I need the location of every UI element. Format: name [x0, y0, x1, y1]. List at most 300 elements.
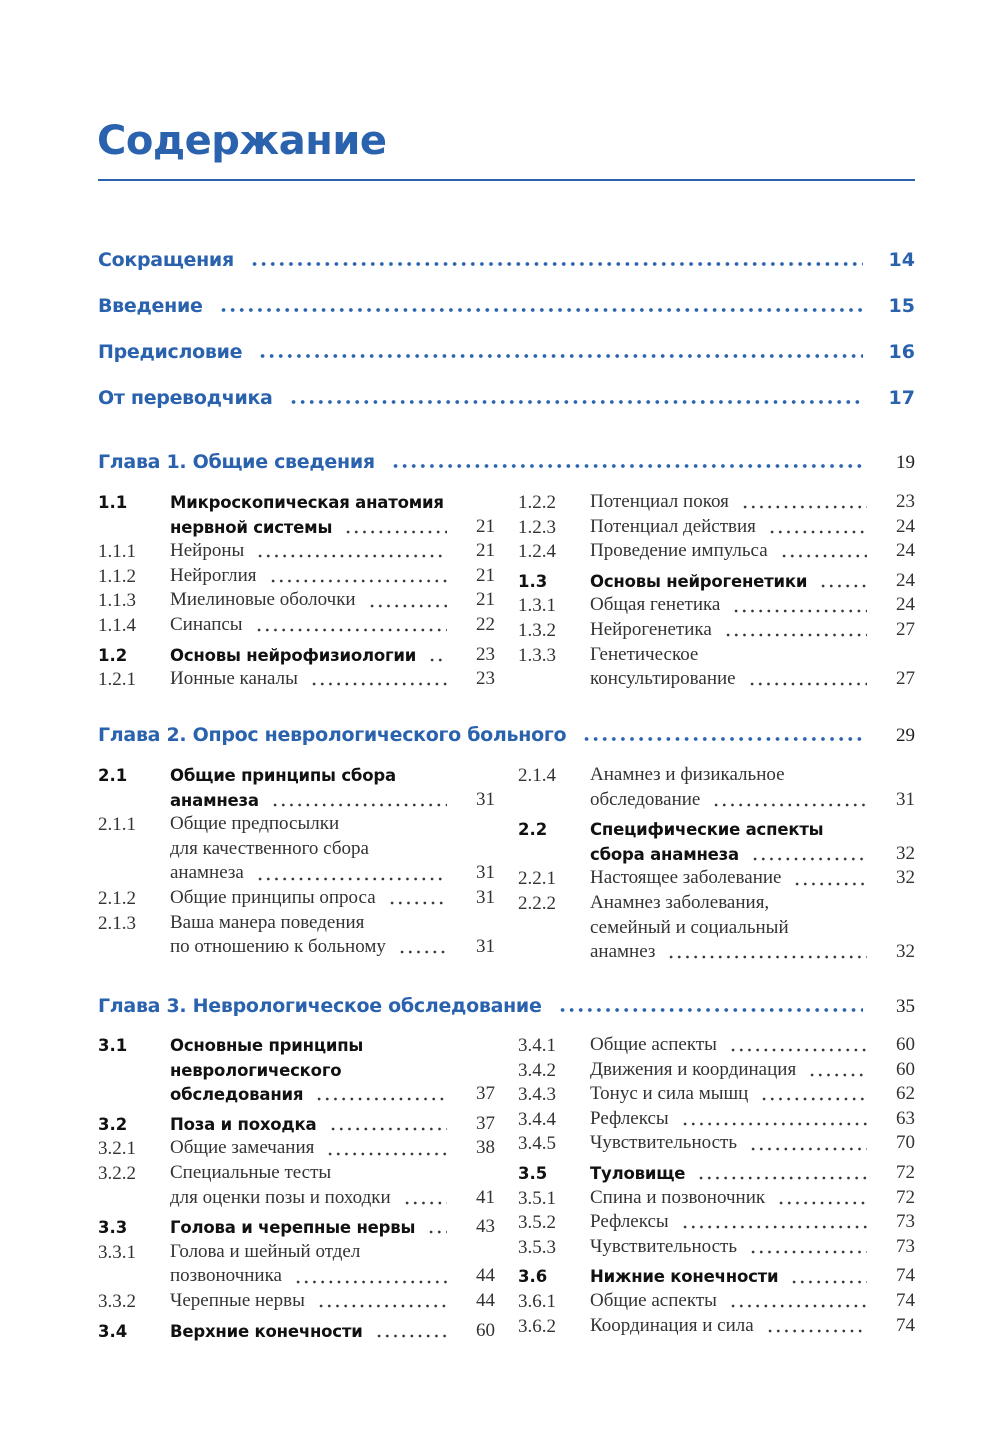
- dot-leader: [289, 398, 863, 406]
- section-number: 3.5.3: [518, 1236, 556, 1258]
- toc-entry[interactable]: [518, 1236, 915, 1261]
- toc-entry[interactable]: [518, 570, 915, 595]
- section-title-text: Анамнез и физикальное: [590, 764, 785, 785]
- section-title-text: Общие аспекты: [590, 1289, 717, 1311]
- section-title-line: [170, 614, 495, 639]
- section-title-line: [590, 1290, 915, 1315]
- section-title-text: Общие принципы опроса: [170, 886, 376, 908]
- section-page-number: 24: [896, 569, 915, 591]
- toc-page-number: 17: [888, 387, 915, 409]
- section-number: 2.2.1: [518, 868, 556, 890]
- section-page-number: 74: [896, 1314, 915, 1336]
- section-page-number: 32: [896, 941, 915, 963]
- section-title-text: Специальные тесты: [170, 1161, 332, 1183]
- dot-leader: [558, 1006, 863, 1014]
- toc-entry[interactable]: [98, 565, 495, 590]
- dot-leader: [760, 1096, 867, 1102]
- section-page-number: 37: [476, 1083, 495, 1105]
- toc-entry[interactable]: [98, 887, 495, 912]
- section-title-text: Общие замечания: [170, 1137, 315, 1159]
- section-title-line: [170, 1162, 495, 1187]
- dot-leader: [250, 260, 863, 268]
- dot-leader: [269, 578, 447, 584]
- section-title-text: Голова и черепные нервы: [170, 1218, 416, 1238]
- toc-page-number: 29: [896, 725, 915, 746]
- toc-entry[interactable]: [518, 1162, 915, 1187]
- section-title-text: анамнеза: [170, 862, 244, 884]
- toc-entry[interactable]: [518, 892, 915, 966]
- section-title-text: нервной системы: [170, 517, 333, 537]
- section-title: [170, 1162, 495, 1211]
- section-title-text: Специфические аспекты: [590, 820, 824, 840]
- section-number: 1.2: [98, 645, 128, 665]
- toc-page-number: 14: [888, 249, 915, 271]
- section-title: [590, 867, 915, 892]
- section-title: [170, 1290, 495, 1315]
- dot-leader: [310, 681, 447, 687]
- section-title: [590, 1034, 915, 1059]
- section-title-line: [170, 1216, 495, 1241]
- section-number: 1.2.3: [518, 516, 556, 538]
- toc-entry[interactable]: [98, 1241, 495, 1290]
- toc-entry[interactable]: [98, 1290, 495, 1315]
- dot-leader: [768, 529, 867, 535]
- section-page-number: 43: [476, 1216, 495, 1238]
- section-title-text: обследования: [170, 1085, 304, 1105]
- section-title-line: [170, 1290, 495, 1315]
- dot-leader: [748, 681, 867, 687]
- section-number: 3.5: [518, 1163, 548, 1183]
- toc-heading-title: Введение: [98, 295, 203, 317]
- section-title-text: анамнеза: [170, 790, 259, 810]
- dot-leader: [368, 603, 447, 609]
- section-title-text: Нейрогенетика: [590, 618, 712, 640]
- section-title: [170, 887, 495, 912]
- section-title: [170, 1034, 495, 1108]
- section-number: 1.2.4: [518, 541, 556, 563]
- section-title: [590, 1290, 915, 1315]
- toc-heading-title: От переводчика: [98, 387, 273, 409]
- section-title-line: [170, 1187, 495, 1212]
- section-title: [590, 1132, 915, 1157]
- dot-leader: [780, 553, 867, 559]
- section-title: [590, 892, 915, 966]
- section-title: [590, 1236, 915, 1261]
- toc-entry[interactable]: [518, 1211, 915, 1236]
- dot-leader: [329, 1126, 448, 1132]
- toc-entry[interactable]: [518, 818, 915, 867]
- section-title: [170, 764, 495, 813]
- section-title-text: Координация и сила: [590, 1314, 754, 1336]
- toc-entry[interactable]: [518, 1034, 915, 1059]
- dot-leader: [681, 1121, 867, 1127]
- section-title: [170, 589, 495, 614]
- section-number: 3.4.4: [518, 1108, 556, 1130]
- toc-front-entry[interactable]: [98, 341, 915, 371]
- section-page-number: 27: [896, 618, 915, 640]
- section-title-line: [590, 941, 915, 966]
- section-title-line: [170, 813, 495, 838]
- section-title-text: анамнез: [590, 941, 656, 963]
- section-title-text: Потенциал действия: [590, 515, 756, 537]
- section-page-number: 21: [476, 564, 495, 586]
- toc-entry[interactable]: [518, 491, 915, 516]
- section-number: 1.1.3: [98, 590, 136, 612]
- section-title-line: [170, 1320, 495, 1345]
- section-number: 3.3: [98, 1218, 128, 1238]
- toc-entry[interactable]: [518, 1290, 915, 1315]
- toc-front-entry[interactable]: [98, 387, 915, 417]
- section-title-text: неврологического: [170, 1060, 342, 1080]
- dot-leader: [777, 1200, 867, 1206]
- toc-entry[interactable]: [98, 614, 495, 639]
- toc-heading-title: Глава 3. Неврологическое обследование: [98, 995, 542, 1017]
- toc-column-right: [518, 1034, 915, 1339]
- section-title-text: консультирование: [590, 668, 736, 690]
- dot-leader: [403, 1200, 447, 1206]
- toc-entry[interactable]: [518, 1108, 915, 1133]
- section-page-number: 24: [896, 515, 915, 537]
- section-number: 3.2.1: [98, 1138, 136, 1160]
- dot-leader: [398, 949, 447, 955]
- section-title: [590, 570, 915, 595]
- section-number: 1.3.3: [518, 644, 556, 666]
- section-title-line: [590, 570, 915, 595]
- section-number: 2.1: [98, 766, 128, 785]
- section-title-line: [590, 619, 915, 644]
- section-page-number: 73: [896, 1235, 915, 1257]
- toc-column-right: [518, 491, 915, 693]
- section-title-line: [170, 589, 495, 614]
- section-page-number: 27: [896, 668, 915, 690]
- toc-entry[interactable]: [518, 540, 915, 565]
- section-title-line: [170, 668, 495, 693]
- section-page-number: 23: [476, 668, 495, 690]
- section-title: [170, 644, 495, 669]
- toc-entry[interactable]: [98, 491, 495, 540]
- section-title: [590, 1083, 915, 1108]
- section-number: 3.6.1: [518, 1290, 556, 1312]
- toc-entry[interactable]: [98, 540, 495, 565]
- section-title-text: Ионные каналы: [170, 668, 298, 690]
- section-page-number: 23: [476, 643, 495, 665]
- section-title-text: Проведение импульса: [590, 540, 768, 562]
- section-title-text: позвоночника: [170, 1265, 282, 1287]
- section-title-line: [590, 1315, 915, 1340]
- section-title-text: Генетическое: [590, 643, 699, 665]
- title-divider: [98, 179, 915, 181]
- section-number: 3.5.2: [518, 1212, 556, 1234]
- dot-leader: [326, 1151, 447, 1157]
- section-number: 1.2.2: [518, 492, 556, 513]
- dot-leader: [766, 1328, 867, 1334]
- dot-leader: [391, 462, 863, 470]
- section-title-text: Общие принципы сбора: [170, 766, 396, 785]
- section-page-number: 24: [896, 594, 915, 616]
- section-title-line: [590, 540, 915, 565]
- section-title-text: по отношению к больному: [170, 936, 386, 958]
- dot-leader: [255, 627, 447, 633]
- toc-entry[interactable]: [98, 644, 495, 669]
- section-number: 1.3.1: [518, 595, 556, 617]
- section-title-line: [590, 1059, 915, 1084]
- toc-entry[interactable]: [518, 1315, 915, 1340]
- toc-entry[interactable]: [98, 1162, 495, 1211]
- toc-entry[interactable]: [518, 1265, 915, 1290]
- dot-leader: [751, 856, 867, 862]
- section-title: [170, 1241, 495, 1290]
- section-title-text: Движения и координация: [590, 1058, 797, 1080]
- section-page-number: 74: [896, 1289, 915, 1311]
- section-number: 3.2.2: [98, 1162, 136, 1184]
- toc-entry[interactable]: [98, 1034, 495, 1108]
- section-title: [590, 644, 915, 693]
- section-title: [590, 619, 915, 644]
- page-title: Содержание: [97, 118, 387, 164]
- toc-chapter-heading[interactable]: [98, 724, 915, 754]
- section-number: 3.3.1: [98, 1241, 136, 1263]
- section-page-number: 38: [476, 1137, 495, 1159]
- dot-leader: [388, 900, 447, 906]
- section-title-text: Микроскопическая анатомия: [170, 493, 444, 512]
- section-number: 3.2: [98, 1114, 128, 1134]
- toc-heading-title: Предисловие: [98, 341, 243, 363]
- section-title-line: [590, 1108, 915, 1133]
- section-title-text: Нейроглия: [170, 564, 257, 586]
- section-title: [590, 818, 915, 867]
- toc-entry[interactable]: [518, 1083, 915, 1108]
- section-title: [170, 1113, 495, 1138]
- section-title: [170, 491, 495, 540]
- section-title-line: [590, 764, 915, 789]
- section-title-text: Основные принципы: [170, 1036, 364, 1055]
- toc-entry[interactable]: [518, 764, 915, 813]
- section-title: [170, 614, 495, 639]
- section-page-number: 31: [896, 788, 915, 810]
- toc-entry[interactable]: [518, 594, 915, 619]
- toc-column-left: [98, 491, 495, 693]
- section-page-number: 32: [896, 867, 915, 889]
- section-page-number: 70: [896, 1132, 915, 1154]
- section-number: 1.1.1: [98, 541, 136, 563]
- dot-leader: [582, 735, 863, 743]
- section-page-number: 21: [476, 589, 495, 611]
- toc-entry[interactable]: [98, 1216, 495, 1241]
- section-title: [170, 540, 495, 565]
- section-title-text: Голова и шейный отдел: [170, 1240, 361, 1262]
- toc-entry[interactable]: [518, 644, 915, 693]
- section-title-text: Анамнез заболевания,: [590, 891, 770, 913]
- section-title: [590, 1211, 915, 1236]
- toc-entry[interactable]: [518, 1187, 915, 1212]
- section-title-line: [590, 789, 915, 814]
- section-page-number: 44: [476, 1289, 495, 1311]
- section-title-text: для качественного сбора: [170, 837, 369, 859]
- section-title-text: Синапсы: [170, 613, 243, 635]
- section-title-text: Верхние конечности: [170, 1321, 363, 1341]
- dot-leader: [317, 1303, 447, 1309]
- section-title-line: [170, 540, 495, 565]
- section-title-line: [170, 644, 495, 669]
- dot-leader: [271, 802, 447, 808]
- toc-entry[interactable]: [98, 764, 495, 813]
- section-page-number: 21: [476, 515, 495, 537]
- section-title: [590, 1187, 915, 1212]
- dot-leader: [427, 1229, 447, 1235]
- section-page-number: 62: [896, 1083, 915, 1105]
- section-title: [590, 1265, 915, 1290]
- toc-chapter-heading[interactable]: [98, 451, 915, 481]
- section-title: [170, 813, 495, 887]
- section-title: [170, 1137, 495, 1162]
- toc-entry[interactable]: [98, 668, 495, 693]
- section-title-text: Нижние конечности: [590, 1267, 779, 1287]
- section-title: [590, 764, 915, 813]
- section-number: 1.1.2: [98, 565, 136, 587]
- toc-entry[interactable]: [98, 589, 495, 614]
- toc-front-entry[interactable]: [98, 249, 915, 279]
- dot-leader: [724, 632, 867, 638]
- section-title-text: Чувствительность: [590, 1132, 738, 1154]
- section-title-line: [170, 912, 495, 937]
- toc-page-number: 15: [888, 295, 915, 317]
- section-page-number: 31: [476, 936, 495, 958]
- toc-entry[interactable]: [518, 1132, 915, 1157]
- dot-leader: [729, 1303, 867, 1309]
- section-title: [590, 594, 915, 619]
- section-number: 1.3.2: [518, 619, 556, 641]
- section-title-line: [170, 516, 495, 541]
- section-number: 2.2: [518, 820, 548, 840]
- section-title: [590, 540, 915, 565]
- section-title-text: Настоящее заболевание: [590, 867, 782, 889]
- section-page-number: 31: [476, 862, 495, 884]
- toc-entry[interactable]: [98, 1137, 495, 1162]
- toc-page-number: 35: [896, 996, 915, 1017]
- section-title-line: [170, 491, 495, 516]
- dot-leader: [732, 608, 867, 614]
- dot-leader: [790, 1279, 867, 1285]
- dot-leader: [808, 1072, 867, 1078]
- section-number: 1.3: [518, 571, 548, 591]
- toc-heading-title: Сокращения: [98, 249, 234, 271]
- section-page-number: 23: [896, 491, 915, 512]
- section-title-text: Основы нейрогенетики: [590, 571, 808, 591]
- toc-column-left: [98, 764, 495, 961]
- section-title-line: [170, 1265, 495, 1290]
- section-page-number: 60: [476, 1319, 495, 1341]
- section-title: [590, 491, 915, 516]
- section-title-line: [170, 1083, 495, 1108]
- section-title-text: Миелиновые оболочки: [170, 589, 356, 611]
- section-page-number: 22: [476, 613, 495, 635]
- dot-leader: [819, 583, 867, 589]
- section-page-number: 31: [476, 886, 495, 908]
- toc-column-left: [98, 1034, 495, 1344]
- dot-leader: [258, 352, 863, 360]
- section-page-number: 72: [896, 1186, 915, 1208]
- section-title-text: сбора анамнеза: [590, 844, 739, 864]
- dot-leader: [428, 657, 447, 663]
- section-page-number: 37: [476, 1112, 495, 1134]
- toc-entry[interactable]: [98, 912, 495, 961]
- toc-chapter-heading[interactable]: [98, 995, 915, 1025]
- toc-column-right: [518, 764, 915, 966]
- section-title: [170, 1216, 495, 1241]
- section-title-text: Общая генетика: [590, 594, 721, 616]
- section-title-line: [170, 936, 495, 961]
- section-title-line: [590, 1132, 915, 1157]
- section-title-line: [170, 789, 495, 814]
- section-title-line: [590, 516, 915, 541]
- section-title: [170, 668, 495, 693]
- section-page-number: 21: [476, 540, 495, 562]
- section-title-text: Тонус и сила мышц: [590, 1083, 749, 1105]
- section-page-number: 73: [896, 1211, 915, 1233]
- section-number: 1.1: [98, 493, 128, 512]
- section-title-text: Рефлексы: [590, 1211, 669, 1233]
- dot-leader: [749, 1146, 867, 1152]
- section-title-line: [170, 887, 495, 912]
- section-title-text: Чувствительность: [590, 1235, 738, 1257]
- section-title-text: Спина и позвоночник: [590, 1186, 766, 1208]
- section-title-text: Туловище: [590, 1163, 686, 1183]
- section-number: 3.4.2: [518, 1059, 556, 1081]
- toc-entry[interactable]: [98, 813, 495, 887]
- toc-entry[interactable]: [98, 1113, 495, 1138]
- toc-page-number: 19: [896, 452, 915, 473]
- toc-entry[interactable]: [518, 516, 915, 541]
- toc-front-entry[interactable]: [98, 295, 915, 325]
- toc-entry[interactable]: [98, 1320, 495, 1345]
- dot-leader: [256, 553, 447, 559]
- dot-leader: [681, 1224, 867, 1230]
- section-page-number: 31: [476, 788, 495, 810]
- section-title-line: [590, 917, 915, 942]
- dot-leader: [729, 1047, 867, 1053]
- dot-leader: [712, 802, 867, 808]
- section-number: 3.6: [518, 1267, 548, 1287]
- section-title-text: для оценки позы и походки: [170, 1186, 391, 1208]
- toc-entry[interactable]: [518, 1059, 915, 1084]
- section-title: [170, 565, 495, 590]
- section-title-line: [170, 565, 495, 590]
- section-title: [590, 1315, 915, 1340]
- section-title-text: Основы нейрофизиологии: [170, 645, 417, 665]
- dot-leader: [749, 1249, 867, 1255]
- section-number: 2.2.2: [518, 892, 556, 914]
- section-number: 1.1.4: [98, 614, 136, 636]
- section-title-line: [170, 1113, 495, 1138]
- section-number: 3.5.1: [518, 1187, 556, 1209]
- section-title-text: Нейроны: [170, 540, 245, 562]
- section-title-text: Ваша манера поведения: [170, 911, 365, 933]
- section-number: 2.1.2: [98, 887, 136, 909]
- section-title-line: [590, 818, 915, 843]
- section-title-text: Поза и походка: [170, 1114, 317, 1134]
- dot-leader: [219, 306, 863, 314]
- section-title-text: обследование: [590, 788, 701, 810]
- section-title-line: [590, 867, 915, 892]
- dot-leader: [256, 876, 447, 882]
- section-title-line: [590, 668, 915, 693]
- section-title-text: Рефлексы: [590, 1107, 669, 1129]
- toc-entry[interactable]: [518, 619, 915, 644]
- section-number: 3.3.2: [98, 1290, 136, 1312]
- section-page-number: 41: [476, 1186, 495, 1208]
- toc-entry[interactable]: [518, 867, 915, 892]
- dot-leader: [344, 529, 447, 535]
